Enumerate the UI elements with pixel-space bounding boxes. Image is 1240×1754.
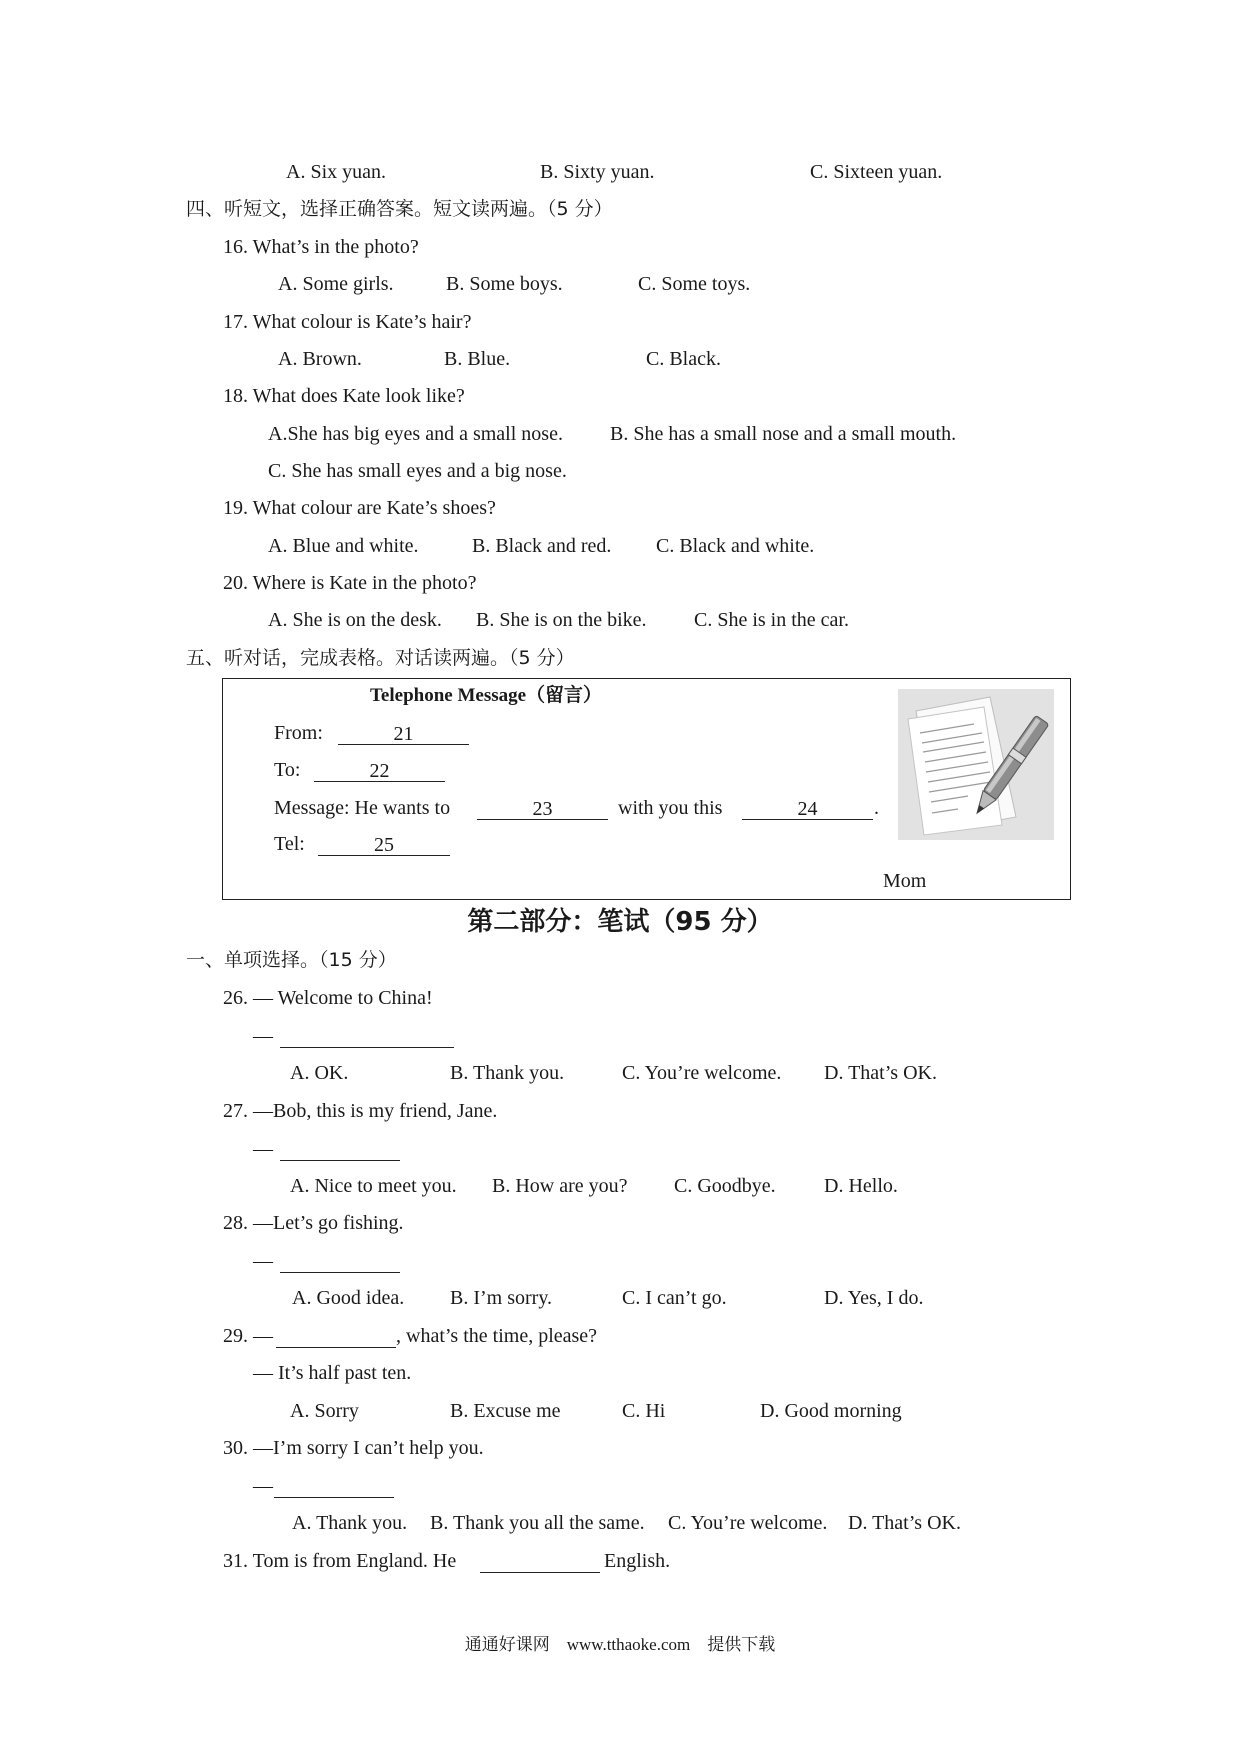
from-field[interactable]: 21 [338,721,469,745]
q19-option-a: A. Blue and white. [268,535,419,557]
q27-option-c: C. Goodbye. [674,1175,776,1197]
q30-text: 30. —I’m sorry I can’t help you. [223,1437,484,1459]
part1-heading: 一、单项选择。（15 分） [186,949,397,971]
tel-field[interactable]: 25 [318,832,450,856]
q26-option-b: B. Thank you. [450,1062,565,1084]
message-period: . [874,797,879,819]
section2-title: 第二部分：笔试（95 分） [467,907,773,937]
q19-text: 19. What colour are Kate’s shoes? [223,497,496,519]
q29-reply: — It’s half past ten. [253,1362,412,1384]
q31-prefix: 31. Tom is from England. He [223,1550,457,1572]
q29-option-b: B. Excuse me [450,1400,561,1422]
q26-option-a: A. OK. [290,1062,349,1084]
q30-option-d: D. That’s OK. [848,1512,961,1534]
q20-option-c: C. She is in the car. [694,609,849,631]
q28-answer-blank[interactable] [280,1249,400,1273]
q27-answer-dash: — [253,1138,273,1160]
q20-option-b: B. She is on the bike. [476,609,647,631]
q27-option-b: B. How are you? [492,1175,628,1197]
q18-option-b: B. She has a small nose and a small mouth. [610,423,957,445]
q17-option-a: A. Brown. [278,348,362,370]
q16-option-a: A. Some girls. [278,273,394,295]
message-label: Message: He wants to [274,797,451,819]
q26-text: 26. — Welcome to China! [223,987,433,1009]
message-with-text: with you this [618,797,723,819]
q27-option-d: D. Hello. [824,1175,898,1197]
message-signature: Mom [883,870,927,892]
q28-answer-dash: — [253,1250,273,1272]
q29-option-c: C. Hi [622,1400,666,1422]
tel-label: Tel: [274,833,305,855]
q30-option-a: A. Thank you. [292,1512,408,1534]
q16-option-b: B. Some boys. [446,273,563,295]
to-field[interactable]: 22 [314,758,445,782]
q20-option-a: A. She is on the desk. [268,609,442,631]
q29-option-d: D. Good morning [760,1400,902,1422]
q30-answer-blank[interactable] [274,1474,394,1498]
q20-text: 20. Where is Kate in the photo? [223,572,477,594]
q28-text: 28. —Let’s go fishing. [223,1212,404,1234]
part5-heading: 五、听对话，完成表格。对话读两遍。（5 分） [186,647,575,669]
q28-option-d: D. Yes, I do. [824,1287,924,1309]
q16-text: 16. What’s in the photo? [223,236,419,258]
q26-answer-dash: — [253,1025,273,1047]
q30-option-b: B. Thank you all the same. [430,1512,645,1534]
q27-text: 27. —Bob, this is my friend, Jane. [223,1100,498,1122]
message-blank-23[interactable]: 23 [477,796,608,820]
q29-prefix: 29. — [223,1325,273,1347]
q27-option-a: A. Nice to meet you. [290,1175,457,1197]
q29-suffix: , what’s the time, please? [396,1325,598,1347]
q16-option-c: C. Some toys. [638,273,751,295]
q17-text: 17. What colour is Kate’s hair? [223,311,472,333]
q28-option-c: C. I can’t go. [622,1287,727,1309]
q18-text: 18. What does Kate look like? [223,385,465,407]
q27-answer-blank[interactable] [280,1137,400,1161]
notepad-pen-icon [898,689,1054,840]
message-title: Telephone Message（留言） [370,685,603,706]
to-label: To: [274,759,301,781]
q28-option-a: A. Good idea. [292,1287,405,1309]
from-label: From: [274,722,323,744]
q18-option-c: C. She has small eyes and a big nose. [268,460,567,482]
q29-option-a: A. Sorry [290,1400,359,1422]
q17-option-c: C. Black. [646,348,721,370]
q18-option-a: A.She has big eyes and a small nose. [268,423,563,445]
q15-option-b: B. Sixty yuan. [540,161,655,183]
q17-option-b: B. Blue. [444,348,511,370]
q19-option-b: B. Black and red. [472,535,612,557]
message-blank-24[interactable]: 24 [742,796,873,820]
q26-answer-blank[interactable] [280,1024,454,1048]
q26-option-d: D. That’s OK. [824,1062,937,1084]
footer-source: 通通好课网 www.tthaoke.com 提供下载 [464,1635,776,1654]
q19-option-c: C. Black and white. [656,535,815,557]
q26-option-c: C. You’re welcome. [622,1062,782,1084]
q31-answer-blank[interactable] [480,1549,600,1573]
q28-option-b: B. I’m sorry. [450,1287,553,1309]
part4-heading: 四、听短文，选择正确答案。短文读两遍。（5 分） [186,198,613,220]
q29-answer-blank[interactable] [276,1324,396,1348]
q30-option-c: C. You’re welcome. [668,1512,828,1534]
q15-option-a: A. Six yuan. [286,161,386,183]
q15-option-c: C. Sixteen yuan. [810,161,943,183]
q31-suffix: English. [604,1550,671,1572]
q30-answer-dash: — [253,1475,273,1497]
